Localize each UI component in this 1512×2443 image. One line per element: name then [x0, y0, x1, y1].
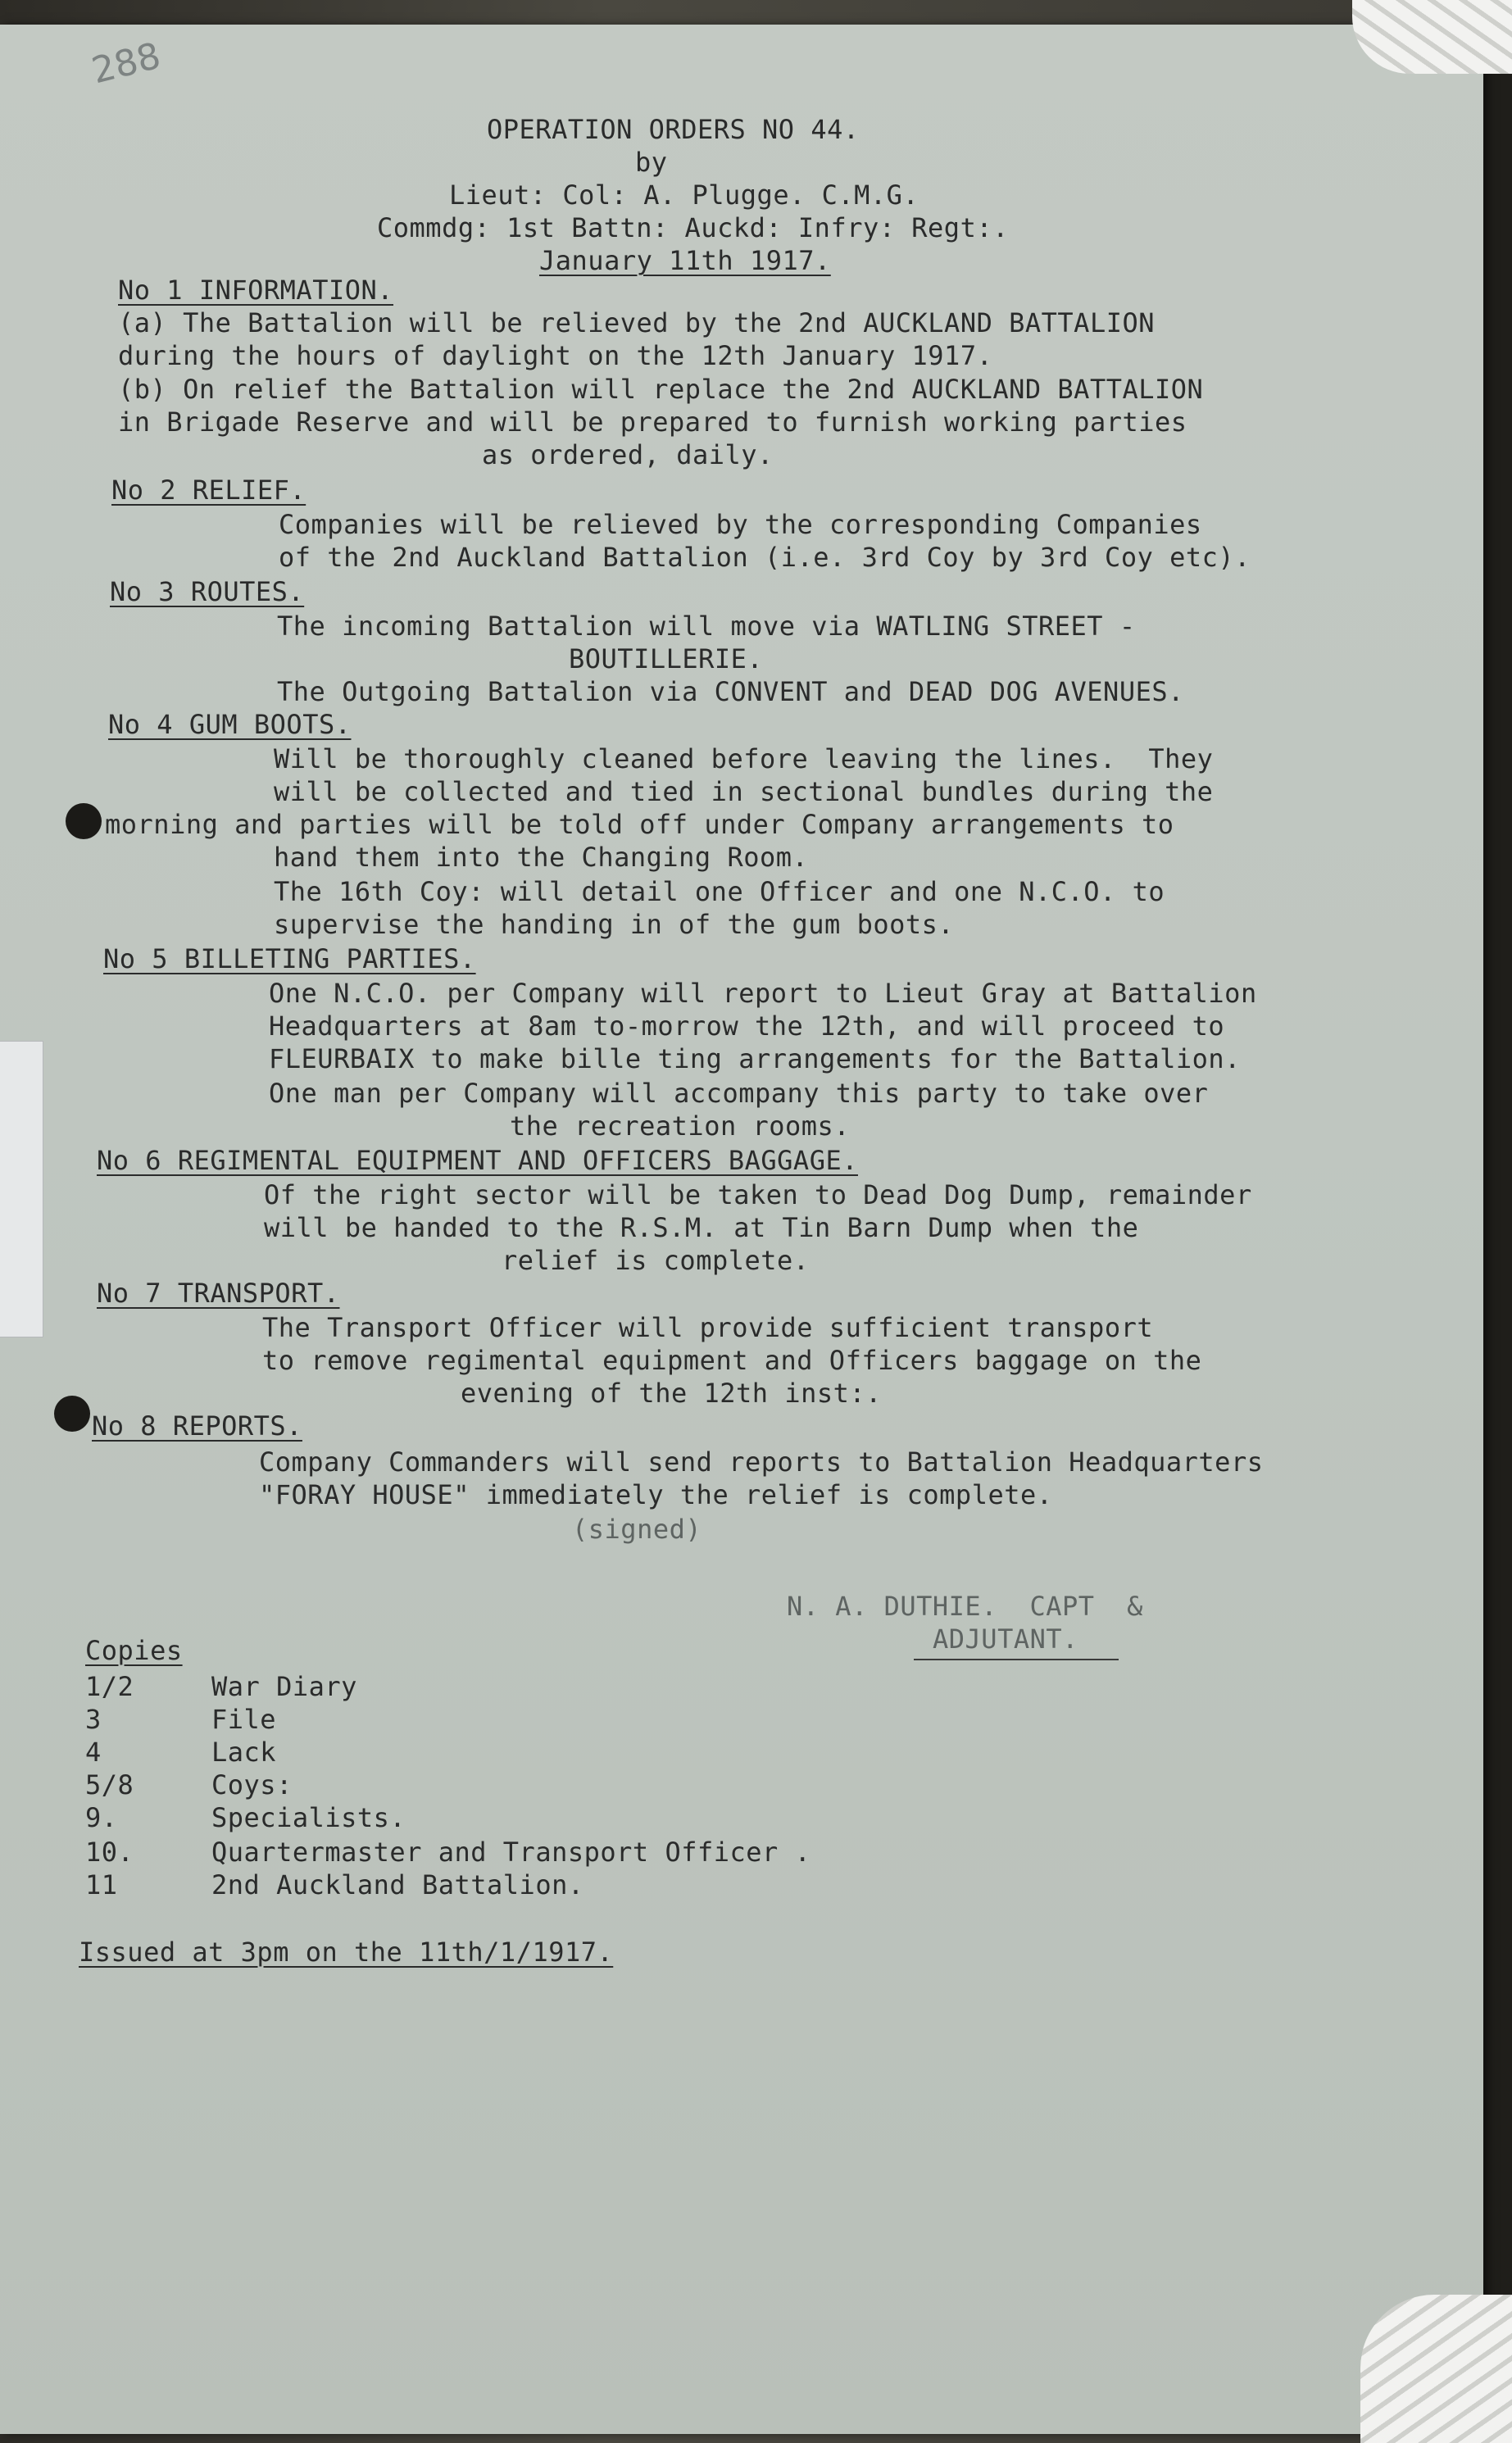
section-3-line: BOUTILLERIE. — [569, 643, 764, 674]
copy-number: 4 — [85, 1737, 102, 1768]
section-heading-information: No 1 INFORMATION. — [118, 275, 394, 306]
section-heading-relief: No 2 RELIEF. — [111, 475, 306, 506]
punch-hole-lower — [54, 1396, 90, 1432]
section-1-line: as ordered, daily. — [482, 439, 774, 470]
page-number: 288 — [88, 34, 165, 93]
section-3-line: The incoming Battalion will move via WATLING STREET - — [277, 611, 1136, 642]
order-date: January 11th 1917. — [539, 245, 831, 276]
section-1-line: (a) The Battalion will be relieved by the 2nd AUCKLAND BATTALION — [118, 307, 1155, 338]
section-heading-routes: No 3 ROUTES. — [110, 576, 305, 607]
copy-recipient: 2nd Auckland Battalion. — [211, 1869, 584, 1900]
section-5-line: One man per Company will accompany this party to take over — [269, 1078, 1209, 1109]
order-officer: Lieut: Col: A. Plugge. C.M.G. — [449, 179, 919, 211]
section-4-line: supervise the handing in of the gum boots. — [274, 909, 955, 940]
binding-string-bottom — [1360, 2295, 1512, 2443]
binder-edge — [1479, 0, 1512, 2443]
section-7-line: to remove regimental equipment and Officers baggage on the — [262, 1345, 1202, 1376]
copy-number: 1/2 — [85, 1671, 134, 1702]
section-6-line: Of the right sector will be taken to Dead Dog Dump, remainder — [264, 1179, 1252, 1210]
section-5-line: Headquarters at 8am to-morrow the 12th, and will proceed to — [269, 1010, 1225, 1042]
binding-string-top — [1352, 0, 1512, 74]
section-2-line: Companies will be relieved by the corresponding Companies — [279, 509, 1202, 540]
section-1-line: in Brigade Reserve and will be prepared to furnish working parties — [118, 406, 1187, 438]
copy-recipient: File — [211, 1704, 277, 1735]
order-command: Commdg: 1st Battn: Auckd: Infry: Regt:. — [377, 212, 1009, 243]
section-heading-equipment: No 6 REGIMENTAL EQUIPMENT AND OFFICERS BAGGAGE. — [97, 1145, 858, 1176]
copy-recipient: Lack — [211, 1737, 277, 1768]
copy-recipient: Specialists. — [211, 1802, 406, 1833]
order-by: by — [635, 147, 668, 178]
section-8-line: "FORAY HOUSE" immediately the relief is complete. — [259, 1479, 1053, 1510]
section-heading-reports: No 8 REPORTS. — [92, 1410, 302, 1442]
signature-underline — [914, 1659, 1119, 1660]
copy-number: 5/8 — [85, 1769, 134, 1800]
copies-heading: Copies — [85, 1635, 183, 1666]
section-6-line: relief is complete. — [502, 1245, 810, 1276]
section-4-line: morning and parties will be told off under Company arrangements to — [105, 809, 1174, 840]
issued-note: Issued at 3pm on the 11th/1/1917. — [79, 1937, 614, 1968]
copy-number: 10. — [85, 1837, 134, 1868]
section-8-line: Company Commanders will send reports to Battalion Headquarters — [259, 1446, 1264, 1478]
signed-note: (signed) — [572, 1514, 702, 1545]
order-title: OPERATION ORDERS NO 44. — [487, 114, 860, 145]
section-1-line: (b) On relief the Battalion will replace the 2nd AUCKLAND BATTALION — [118, 374, 1204, 405]
copy-recipient: War Diary — [211, 1671, 357, 1702]
section-6-line: will be handed to the R.S.M. at Tin Barn Dump when the — [264, 1212, 1139, 1243]
section-7-line: The Transport Officer will provide sufficient transport — [262, 1312, 1154, 1343]
section-1-line: during the hours of daylight on the 12th January 1917. — [118, 340, 993, 371]
section-5-line: FLEURBAIX to make bille ting arrangements for the Battalion. — [269, 1043, 1241, 1074]
section-heading-transport: No 7 TRANSPORT. — [97, 1278, 340, 1309]
section-heading-gum-boots: No 4 GUM BOOTS. — [108, 709, 352, 740]
copy-number: 9. — [85, 1802, 118, 1833]
section-5-line: the recreation rooms. — [510, 1110, 851, 1142]
section-heading-billeting: No 5 BILLETING PARTIES. — [103, 943, 476, 974]
section-5-line: One N.C.O. per Company will report to Lieut Gray at Battalion — [269, 978, 1257, 1009]
file-tab — [0, 1041, 43, 1337]
punch-hole-upper — [66, 803, 102, 839]
section-4-line: hand them into the Changing Room. — [274, 842, 809, 873]
signatory-title: ADJUTANT. — [933, 1623, 1078, 1655]
section-2-line: of the 2nd Auckland Battalion (i.e. 3rd Coy by 3rd Coy etc). — [279, 542, 1251, 573]
section-3-line: The Outgoing Battalion via CONVENT and DEAD DOG AVENUES. — [277, 676, 1184, 707]
copy-number: 3 — [85, 1704, 102, 1735]
copy-recipient: Quartermaster and Transport Officer . — [211, 1837, 811, 1868]
signatory-name: N. A. DUTHIE. CAPT & — [787, 1591, 1143, 1622]
copy-number: 11 — [85, 1869, 118, 1900]
section-4-line: Will be thoroughly cleaned before leaving the lines. They — [274, 743, 1214, 774]
section-7-line: evening of the 12th inst:. — [461, 1378, 882, 1409]
section-4-line: The 16th Coy: will detail one Officer and one N.C.O. to — [274, 876, 1165, 907]
section-4-line: will be collected and tied in sectional bundles during the — [274, 776, 1214, 807]
copy-recipient: Coys: — [211, 1769, 293, 1800]
